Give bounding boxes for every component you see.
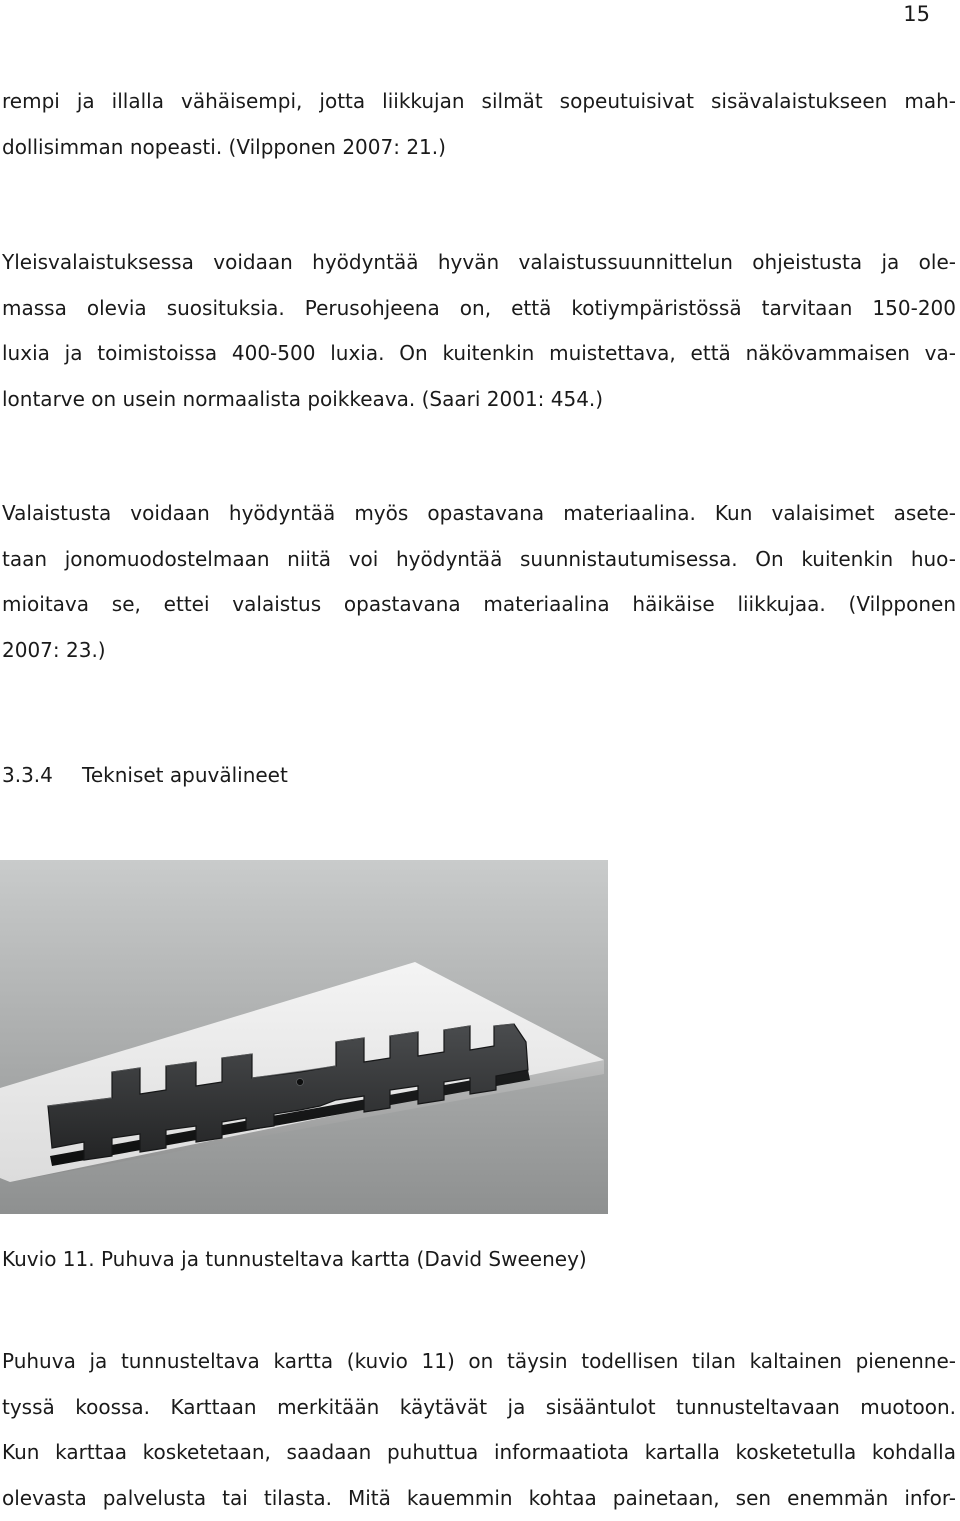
text-line: Puhuva ja tunnusteltava kartta (kuvio 11) on täysin todellisen tilan kaltainen pienenne- [2,1339,956,1385]
paragraph-guiding-lighting [2,491,956,673]
text-line: tyssä koossa. Karttaan merkitään käytävät ja sisääntulot tunnusteltavaan muotoon. [2,1385,956,1431]
text-line: Kun karttaa kosketetaan, saadaan puhuttua informaatiota kartalla kosketetulla kohdalla [2,1430,956,1476]
section-heading [2,760,288,790]
paragraph-lighting-adaptation [2,79,956,170]
section-title: Tekniset apuvälineet [82,763,288,787]
text-line: taan jonomuodostelmaan niitä voi hyödyntää suunnistautumisessa. On kuitenkin huo- [2,537,956,583]
paragraph-general-lighting [2,240,956,422]
page-number: 15 [903,2,930,26]
text-line: Yleisvalaistuksessa voidaan hyödyntää hyvän valaistussuunnittelun ohjeistusta ja ole- [2,240,956,286]
text-line: luxia ja toimistoissa 400-500 luxia. On kuitenkin muistettava, että näkövammaisen va- [2,331,956,377]
text-line: dollisimman nopeasti. (Vilpponen 2007: 21.) [2,125,956,171]
text-line: rempi ja illalla vähäisempi, jotta liikkujan silmät sopeutuisivat sisävalaistukseen mah- [2,79,956,125]
text-line: Valaistusta voidaan hyödyntää myös opastavana materiaalina. Kun valaisimet asete- [2,491,956,537]
section-number: 3.3.4 [2,760,82,790]
text-line: mioitava se, ettei valaistus opastavana materiaalina häikäise liikkujaa. (Vilpponen [2,582,956,628]
tactile-map-photo [0,860,608,1214]
figure-caption: Kuvio 11. Puhuva ja tunnusteltava kartta (David Sweeney) [2,1244,587,1274]
text-line: 2007: 23.) [2,628,956,674]
text-line: massa olevia suosituksia. Perusohjeena on, että kotiympäristössä tarvitaan 150-200 [2,286,956,332]
paragraph-talking-map [2,1339,956,1521]
text-line: olevasta palvelusta tai tilasta. Mitä kauemmin kohtaa painetaan, sen enemmän infor- [2,1476,956,1521]
text-line: lontarve on usein normaalista poikkeava. (Saari 2001: 454.) [2,377,956,423]
